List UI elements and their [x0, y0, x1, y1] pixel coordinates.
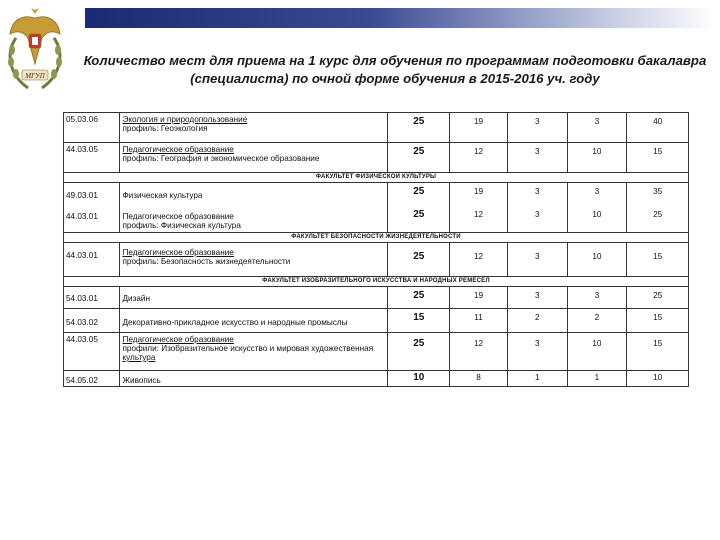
seats-col-2: 3	[507, 243, 567, 277]
emblem-caption: МГУП	[25, 72, 45, 80]
seats-col-2: 3	[507, 143, 567, 173]
seats-col-4: 35 25	[627, 183, 689, 233]
seats-col-3: 3	[567, 113, 627, 143]
seats-col-2: 3	[507, 287, 567, 309]
seats-col-3: 1	[567, 371, 627, 387]
seats-col-1: 19 12	[450, 183, 508, 233]
seats-total: 25	[388, 243, 450, 277]
seats-col-3: 10	[567, 243, 627, 277]
faculty-title: ФАКУЛЬТЕТ ИЗОБРАЗИТЕЛЬНОГО ИСКУССТВА И НАРОДНЫХ РЕМЕСЕЛ	[64, 277, 689, 287]
seats-col-4: 15	[627, 309, 689, 333]
program-name: Педагогическое образование профиль: Безопасность жизнедеятельности	[120, 243, 388, 277]
page-title	[80, 52, 710, 88]
seats-total: 15	[388, 309, 450, 333]
program-name: Педагогическое образование профили: Изобразительное искусство и мировая художественная культура	[120, 333, 388, 371]
seats-total: 25	[388, 113, 450, 143]
title-line-1: Количество мест для приема на 1 курс для обучения по программам подготовки бакалавра	[83, 53, 707, 68]
seats-total: 25	[388, 143, 450, 173]
admission-table	[63, 112, 689, 387]
seats-total: 25	[388, 287, 450, 309]
seats-col-4: 15	[627, 243, 689, 277]
program-name: Экология и природопользование профиль: Геоэкология	[120, 113, 388, 143]
program-code: 49.03.01 44.03.01	[64, 183, 120, 233]
seats-col-4: 15	[627, 143, 689, 173]
seats-col-2: 3	[507, 113, 567, 143]
seats-col-1: 11	[450, 309, 508, 333]
program-code: 44.03.05	[64, 143, 120, 173]
program-name: Дизайн	[120, 287, 388, 309]
program-code: 54.03.02	[64, 309, 120, 333]
seats-col-3: 3	[567, 287, 627, 309]
seats-col-2: 1	[507, 371, 567, 387]
table-row	[64, 183, 689, 233]
seats-col-4: 15	[627, 333, 689, 371]
seats-col-3: 3 10	[567, 183, 627, 233]
seats-col-3: 2	[567, 309, 627, 333]
header-gradient-bar	[85, 8, 715, 28]
program-name: Живопись	[120, 371, 388, 387]
double-headed-eagle-icon	[10, 8, 60, 64]
faculty-header-row	[64, 233, 689, 243]
seats-total: 10	[388, 371, 450, 387]
seats-total: 25 25	[388, 183, 450, 233]
seats-col-4: 40	[627, 113, 689, 143]
seats-col-2: 3 3	[507, 183, 567, 233]
table-row	[64, 243, 689, 277]
program-name: Физическая культура Педагогическое образование профиль: Физическая культура	[120, 183, 388, 233]
seats-col-1: 12	[450, 243, 508, 277]
seats-col-4: 10	[627, 371, 689, 387]
table-row	[64, 143, 689, 173]
program-code: 54.05.02	[64, 371, 120, 387]
program-name: Педагогическое образование профиль: География и экономическое образование	[120, 143, 388, 173]
faculty-header-row	[64, 277, 689, 287]
seats-total: 25	[388, 333, 450, 371]
table-row	[64, 333, 689, 371]
university-emblem	[4, 4, 66, 96]
seats-col-1: 12	[450, 143, 508, 173]
faculty-title: ФАКУЛЬТЕТ ФИЗИЧЕСКОЙ КУЛЬТУРЫ	[64, 173, 689, 183]
title-line-2: (специалиста) по очной форме обучения в 2015-2016 уч. году	[190, 71, 600, 86]
program-code: 44.03.05	[64, 333, 120, 371]
program-name: Декоративно-прикладное искусство и народные промыслы	[120, 309, 388, 333]
program-code: 54.03.01	[64, 287, 120, 309]
seats-col-1: 19	[450, 113, 508, 143]
table-row	[64, 113, 689, 143]
table-row	[64, 287, 689, 309]
faculty-title: ФАКУЛЬТЕТ БЕЗОПАСНОСТИ ЖИЗНЕДЕЯТЕЛЬНОСТИ	[64, 233, 689, 243]
seats-col-2: 2	[507, 309, 567, 333]
seats-col-3: 10	[567, 143, 627, 173]
seats-col-2: 3	[507, 333, 567, 371]
table-row	[64, 371, 689, 387]
program-code: 05.03.06	[64, 113, 120, 143]
seats-col-4: 25	[627, 287, 689, 309]
table-row	[64, 309, 689, 333]
seats-col-3: 10	[567, 333, 627, 371]
faculty-header-row	[64, 173, 689, 183]
seats-col-1: 12	[450, 333, 508, 371]
program-code: 44.03.01	[64, 243, 120, 277]
seats-col-1: 19	[450, 287, 508, 309]
seats-col-1: 8	[450, 371, 508, 387]
